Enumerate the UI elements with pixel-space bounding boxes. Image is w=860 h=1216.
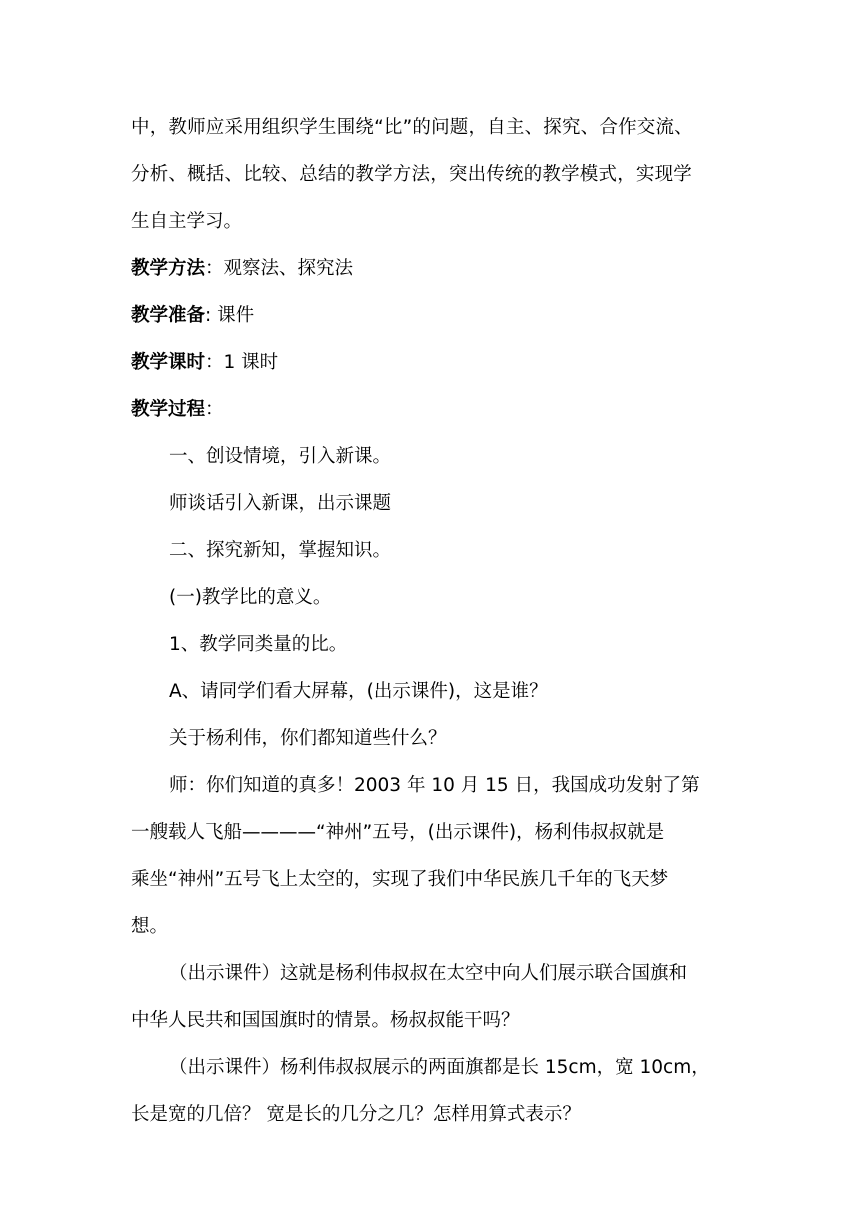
field-value: 1 课时 [223, 352, 279, 373]
intro-line: 分析、概括、比较、总结的教学方法，突出传统的教学模式，实现学 [131, 164, 693, 185]
field-value: 观察法、探究法 [223, 258, 354, 279]
step-line: A、请同学们看大屏幕，(出示课件)，这是谁？ [169, 681, 548, 702]
question-paragraph-line: （出示课件）杨利伟叔叔展示的两面旗都是长 15cm，宽 10cm， [169, 1057, 710, 1078]
flag-paragraph-line: （出示课件）这就是杨利伟叔叔在太空中向人们展示联合国旗和 [169, 963, 688, 984]
step-line: 师谈话引入新课，出示课题 [169, 493, 392, 514]
teacher-paragraph-line: 想。 [131, 916, 169, 937]
field-teaching-process [131, 386, 733, 433]
field-separator: : [205, 305, 218, 326]
teacher-paragraph-line: 师：你们知道的真多！2003 年 10 月 15 日，我国成功发射了第 [169, 775, 700, 796]
flag-paragraph-line: 中华人民共和国国旗时的情景。杨叔叔能干吗？ [131, 1010, 520, 1031]
field-value: 课件 [217, 305, 255, 326]
teacher-paragraph-line: 乘坐“神州”五号飞上太空的，实现了我们中华民族几千年的飞天梦 [131, 869, 669, 890]
step-line: 二、探究新知，掌握知识。 [169, 540, 392, 561]
field-separator: ： [205, 399, 224, 420]
document-body [131, 104, 733, 1138]
field-teaching-method [131, 245, 733, 292]
step-line: 1、教学同类量的比。 [169, 634, 348, 655]
teacher-paragraph-line: 一艘载人飞船————“神州”五号，(出示课件)，杨利伟叔叔就是 [131, 822, 665, 843]
field-separator: ： [205, 352, 224, 373]
field-teaching-prep [131, 292, 733, 339]
intro-line: 中，教师应采用组织学生围绕“比”的问题，自主、探究、合作交流、 [131, 117, 693, 138]
field-teaching-hours [131, 339, 733, 386]
field-label: 教学准备 [131, 305, 206, 326]
step-line: (一)教学比的意义。 [169, 587, 332, 608]
step-line: 关于杨利伟，你们都知道些什么？ [169, 728, 447, 749]
question-paragraph-line: 长是宽的几倍？ 宽是长的几分之几？怎样用算式表示？ [131, 1104, 581, 1125]
field-label: 教学过程 [131, 399, 206, 420]
step-line: 一、创设情境，引入新课。 [169, 446, 392, 467]
intro-line: 生自主学习。 [131, 211, 243, 232]
field-separator: ： [205, 258, 224, 279]
field-label: 教学方法 [131, 258, 206, 279]
field-label: 教学课时 [131, 352, 206, 373]
